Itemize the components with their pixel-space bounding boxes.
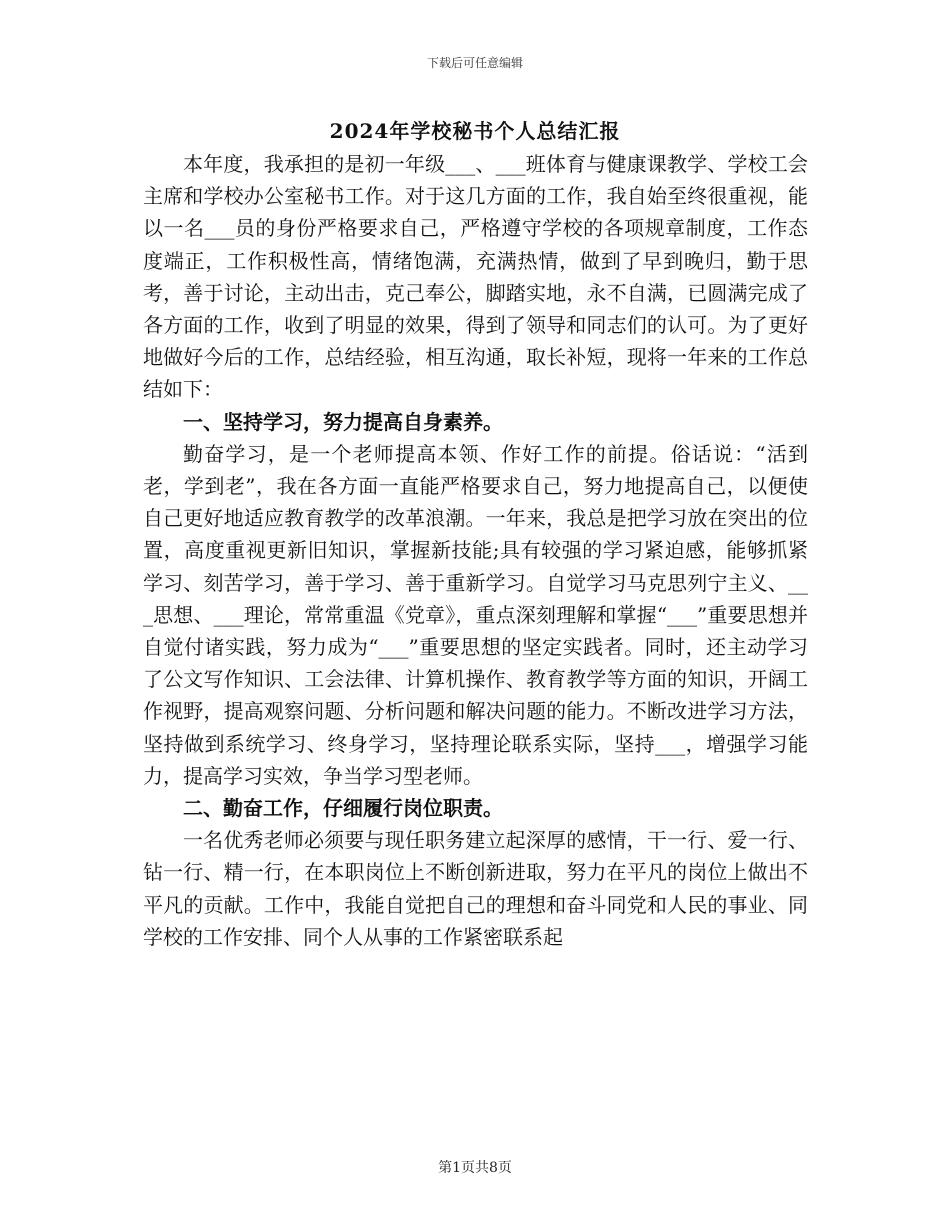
paragraph-work: 一名优秀老师必须要与现任职务建立起深厚的感情，干一行、爱一行、钻一行、精一行，在本职岗位上不断创新进取，努力在平凡的岗位上做出不平凡的贡献。工作中，我能自觉把自己的理想和奋斗同党和人民的事业、同学校的工作安排、同个人从事的工作紧密联系起 xyxy=(143,828,808,949)
page-number: 第1页共8页 xyxy=(438,1160,512,1176)
paragraph-study: 勤奋学习，是一个老师提高本领、作好工作的前提。俗话说：“活到老，学到老”，我在各方面一直能严格要求自己，努力地提高自己，以便使自己更好地适应教育教学的改革浪潮。一年来，我总是把学习放在突出的位置，高度重视更新旧知识，掌握新技能;具有较强的学习紧迫感，能够抓紧学习、刻苦学习，善于学习、善于重新学习。自觉学习马克思列宁主义、___思想、___理论，常常重温《党章》，重点深刻理解和掌握“___”重要思想并自觉付诸实践，努力成为“___”重要思想的坚定实践者。同时，还主动学习了公文写作知识、工会法律、计算机操作、教育教学等方面的知识，开阔工作视野，提高观察问题、分析问题和解决问题的能力。不断改进学习方法，坚持做到系统学习、终身学习，坚持理论联系实际，坚持___，增强学习能力，提高学习实效，争当学习型老师。 xyxy=(143,441,808,788)
paragraph-intro: 本年度，我承担的是初一年级___、___班体育与健康课教学、学校工会主席和学校办公室秘书工作。对于这几方面的工作，我自始至终很重视，能以一名___员的身份严格要求自己，严格遵守学校的各项规章制度，工作态度端正，工作积极性高，情绪饱满，充满热情，做到了早到晚归，勤于思考，善于讨论，主动出击，克己奉公，脚踏实地，永不自满，已圆满完成了各方面的工作，收到了明显的效果，得到了领导和同志们的认可。为了更好地做好今后的工作，总结经验，相互沟通，取长补短，现将一年来的工作总结如下： xyxy=(143,152,808,402)
document-title: 2024年学校秘书个人总结汇报 xyxy=(329,119,621,143)
document-body xyxy=(143,148,808,953)
section-heading-1: 一、坚持学习，努力提高自身素养。 xyxy=(183,409,503,434)
header-note: 下载后可任意编辑 xyxy=(426,56,523,70)
section-heading-2: 二、勤奋工作，仔细履行岗位职责。 xyxy=(183,796,503,821)
